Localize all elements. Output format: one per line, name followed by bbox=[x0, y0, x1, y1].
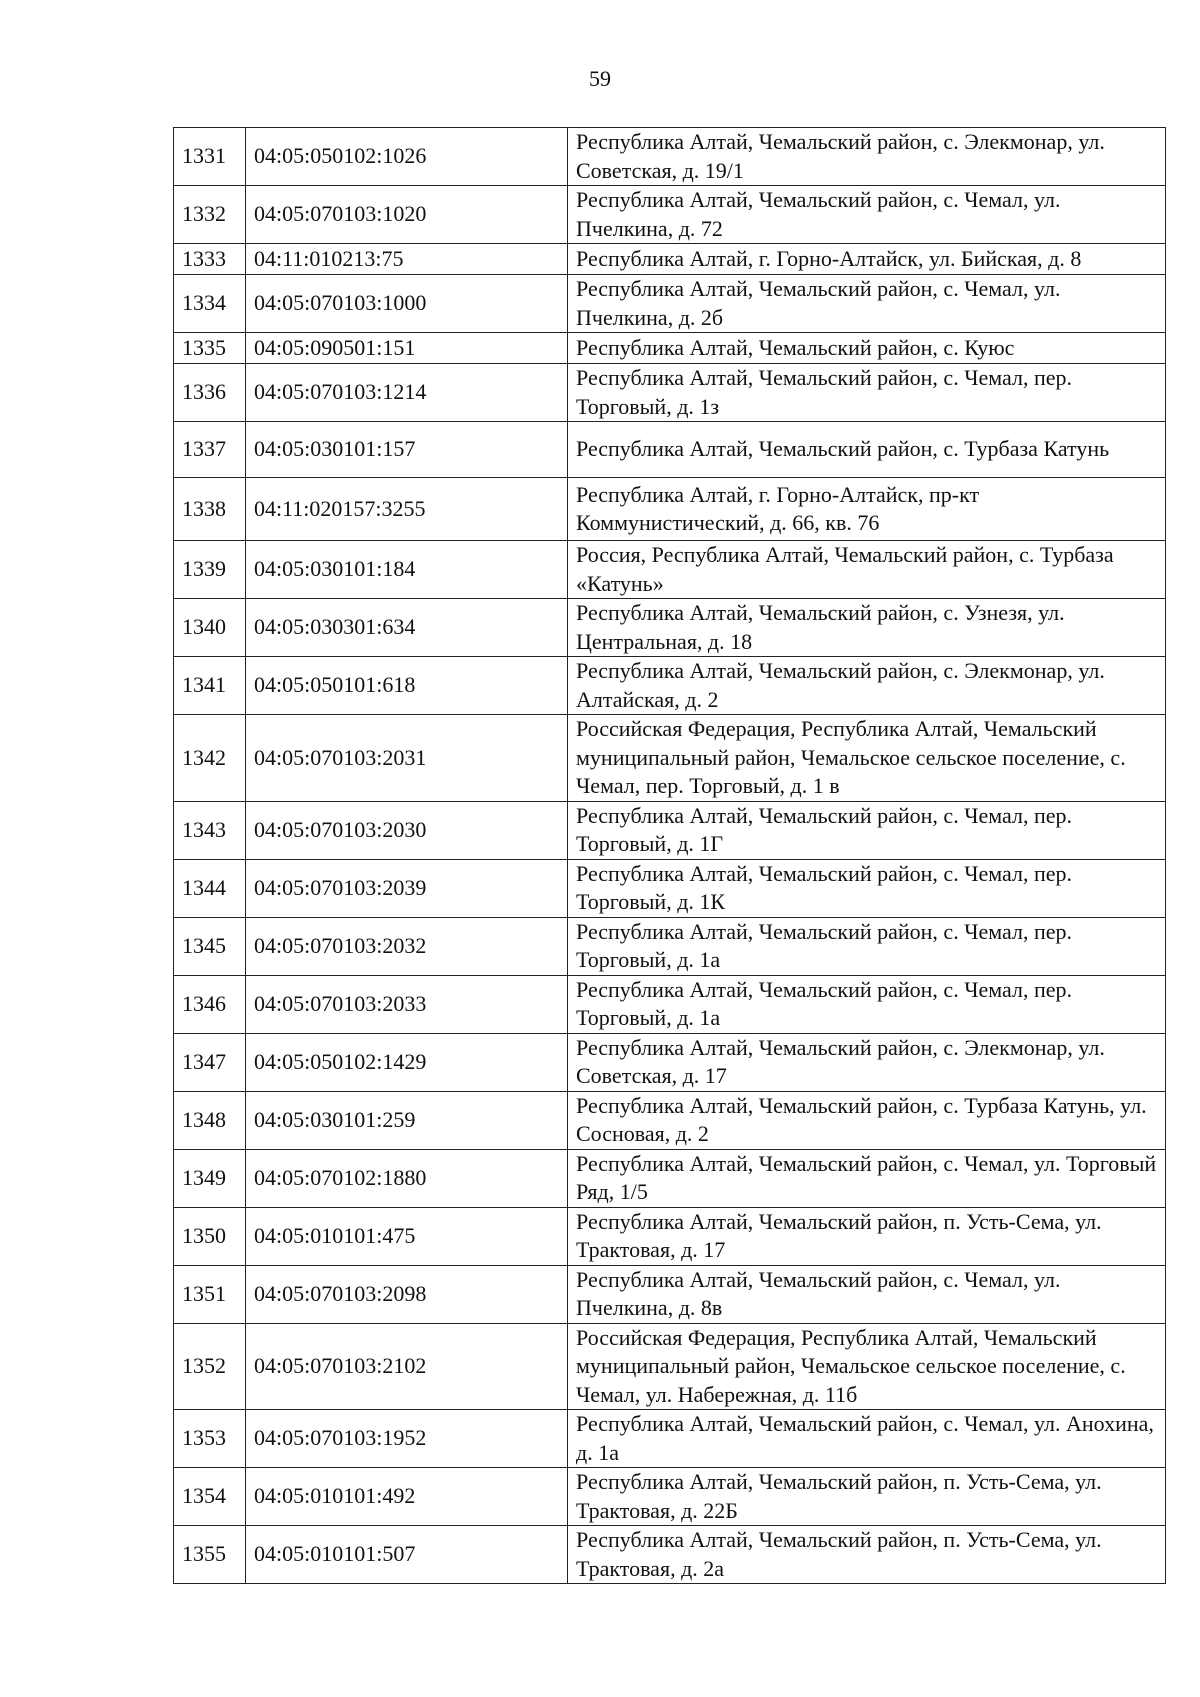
table-row bbox=[174, 1207, 1166, 1265]
cadastral-number: 04:05:070103:2030 bbox=[246, 801, 568, 859]
address: Республика Алтай, г. Горно-Алтайск, пр-кт Коммунистический, д. 66, кв. 76 bbox=[568, 478, 1166, 541]
row-number: 1355 bbox=[174, 1526, 246, 1584]
row-number: 1350 bbox=[174, 1207, 246, 1265]
row-number: 1332 bbox=[174, 186, 246, 244]
row-number: 1344 bbox=[174, 859, 246, 917]
cadastral-number: 04:05:070103:2033 bbox=[246, 975, 568, 1033]
address: Республика Алтай, Чемальский район, с. Чемал, пер. Торговый, д. 1Г bbox=[568, 801, 1166, 859]
cadastral-number: 04:05:050102:1026 bbox=[246, 128, 568, 186]
row-number: 1331 bbox=[174, 128, 246, 186]
address: Республика Алтай, г. Горно-Алтайск, ул. Бийская, д. 8 bbox=[568, 244, 1166, 275]
address: Республика Алтай, Чемальский район, с. Узнезя, ул. Центральная, д. 18 bbox=[568, 599, 1166, 657]
row-number: 1339 bbox=[174, 541, 246, 599]
address: Республика Алтай, Чемальский район, с. Турбаза Катунь bbox=[568, 422, 1166, 478]
row-number: 1335 bbox=[174, 333, 246, 364]
row-number: 1338 bbox=[174, 478, 246, 541]
cadastral-number: 04:05:070103:1214 bbox=[246, 364, 568, 422]
row-number: 1345 bbox=[174, 917, 246, 975]
address: Республика Алтай, Чемальский район, с. Элекмонар, ул. Алтайская, д. 2 bbox=[568, 657, 1166, 715]
cadastral-number: 04:05:070103:1020 bbox=[246, 186, 568, 244]
cadastral-number: 04:05:070103:2102 bbox=[246, 1323, 568, 1410]
table-row bbox=[174, 244, 1166, 275]
cadastral-number: 04:05:070103:2031 bbox=[246, 715, 568, 802]
address: Республика Алтай, Чемальский район, с. Чемал, пер. Торговый, д. 1а bbox=[568, 975, 1166, 1033]
cadastral-number: 04:05:050102:1429 bbox=[246, 1033, 568, 1091]
address: Республика Алтай, Чемальский район, с. Чемал, пер. Торговый, д. 1К bbox=[568, 859, 1166, 917]
address: Республика Алтай, Чемальский район, с. Чемал, ул. Пчелкина, д. 8в bbox=[568, 1265, 1166, 1323]
table-row bbox=[174, 859, 1166, 917]
table-row bbox=[174, 599, 1166, 657]
cadastral-number: 04:05:030301:634 bbox=[246, 599, 568, 657]
table-row bbox=[174, 1410, 1166, 1468]
address: Республика Алтай, Чемальский район, с. Элекмонар, ул. Советская, д. 17 bbox=[568, 1033, 1166, 1091]
row-number: 1343 bbox=[174, 801, 246, 859]
table-row bbox=[174, 1323, 1166, 1410]
address: Республика Алтай, Чемальский район, с. Чемал, ул. Пчелкина, д. 72 bbox=[568, 186, 1166, 244]
table-row bbox=[174, 275, 1166, 333]
address: Республика Алтай, Чемальский район, п. Усть-Сема, ул. Трактовая, д. 2а bbox=[568, 1526, 1166, 1584]
address: Республика Алтай, Чемальский район, п. Усть-Сема, ул. Трактовая, д. 22Б bbox=[568, 1468, 1166, 1526]
table-row bbox=[174, 364, 1166, 422]
table-row bbox=[174, 1526, 1166, 1584]
cadastral-number: 04:05:070103:1952 bbox=[246, 1410, 568, 1468]
cadastral-number: 04:05:030101:157 bbox=[246, 422, 568, 478]
address: Республика Алтай, Чемальский район, с. Чемал, ул. Торговый Ряд, 1/5 bbox=[568, 1149, 1166, 1207]
table-row bbox=[174, 801, 1166, 859]
cadastral-number: 04:05:070103:2039 bbox=[246, 859, 568, 917]
cadastral-number: 04:05:010101:475 bbox=[246, 1207, 568, 1265]
table-row bbox=[174, 541, 1166, 599]
table-row bbox=[174, 128, 1166, 186]
registry-table bbox=[173, 127, 1166, 1584]
cadastral-number: 04:05:070103:1000 bbox=[246, 275, 568, 333]
address: Российская Федерация, Республика Алтай, Чемальский муниципальный район, Чемальское сельское поселение, с. Чемал, пер. Торговый, д. 1 в bbox=[568, 715, 1166, 802]
cadastral-number: 04:11:020157:3255 bbox=[246, 478, 568, 541]
table-row bbox=[174, 657, 1166, 715]
row-number: 1352 bbox=[174, 1323, 246, 1410]
row-number: 1333 bbox=[174, 244, 246, 275]
row-number: 1340 bbox=[174, 599, 246, 657]
cadastral-number: 04:05:030101:184 bbox=[246, 541, 568, 599]
page-number: 59 bbox=[589, 66, 611, 91]
row-number: 1347 bbox=[174, 1033, 246, 1091]
row-number: 1348 bbox=[174, 1091, 246, 1149]
row-number: 1346 bbox=[174, 975, 246, 1033]
address: Республика Алтай, Чемальский район, с. Элекмонар, ул. Советская, д. 19/1 bbox=[568, 128, 1166, 186]
row-number: 1354 bbox=[174, 1468, 246, 1526]
row-number: 1351 bbox=[174, 1265, 246, 1323]
registry-table-body bbox=[174, 128, 1166, 1584]
cadastral-number: 04:05:070103:2032 bbox=[246, 917, 568, 975]
cadastral-number: 04:05:030101:259 bbox=[246, 1091, 568, 1149]
row-number: 1336 bbox=[174, 364, 246, 422]
cadastral-number: 04:05:070102:1880 bbox=[246, 1149, 568, 1207]
table-row bbox=[174, 917, 1166, 975]
table-row bbox=[174, 1468, 1166, 1526]
cadastral-number: 04:05:050101:618 bbox=[246, 657, 568, 715]
cadastral-number: 04:05:010101:507 bbox=[246, 1526, 568, 1584]
address: Республика Алтай, Чемальский район, с. Чемал, ул. Пчелкина, д. 2б bbox=[568, 275, 1166, 333]
row-number: 1337 bbox=[174, 422, 246, 478]
cadastral-number: 04:05:090501:151 bbox=[246, 333, 568, 364]
address: Республика Алтай, Чемальский район, с. Чемал, ул. Анохина, д. 1а bbox=[568, 1410, 1166, 1468]
table-row bbox=[174, 1091, 1166, 1149]
address: Республика Алтай, Чемальский район, с. Чемал, пер. Торговый, д. 1з bbox=[568, 364, 1166, 422]
table-row bbox=[174, 422, 1166, 478]
row-number: 1334 bbox=[174, 275, 246, 333]
row-number: 1342 bbox=[174, 715, 246, 802]
cadastral-number: 04:05:010101:492 bbox=[246, 1468, 568, 1526]
address: Россия, Республика Алтай, Чемальский район, с. Турбаза «Катунь» bbox=[568, 541, 1166, 599]
table-row bbox=[174, 715, 1166, 802]
address: Российская Федерация, Республика Алтай, Чемальский муниципальный район, Чемальское сельское поселение, с. Чемал, ул. Набережная, д. 11б bbox=[568, 1323, 1166, 1410]
address: Республика Алтай, Чемальский район, с. Куюс bbox=[568, 333, 1166, 364]
table-row bbox=[174, 975, 1166, 1033]
address: Республика Алтай, Чемальский район, с. Чемал, пер. Торговый, д. 1а bbox=[568, 917, 1166, 975]
table-row bbox=[174, 1265, 1166, 1323]
cadastral-number: 04:11:010213:75 bbox=[246, 244, 568, 275]
row-number: 1349 bbox=[174, 1149, 246, 1207]
row-number: 1353 bbox=[174, 1410, 246, 1468]
cadastral-number: 04:05:070103:2098 bbox=[246, 1265, 568, 1323]
address: Республика Алтай, Чемальский район, п. Усть-Сема, ул. Трактовая, д. 17 bbox=[568, 1207, 1166, 1265]
table-row bbox=[174, 186, 1166, 244]
table-row bbox=[174, 478, 1166, 541]
row-number: 1341 bbox=[174, 657, 246, 715]
table-row bbox=[174, 1033, 1166, 1091]
table-row bbox=[174, 1149, 1166, 1207]
address: Республика Алтай, Чемальский район, с. Турбаза Катунь, ул. Сосновая, д. 2 bbox=[568, 1091, 1166, 1149]
table-row bbox=[174, 333, 1166, 364]
